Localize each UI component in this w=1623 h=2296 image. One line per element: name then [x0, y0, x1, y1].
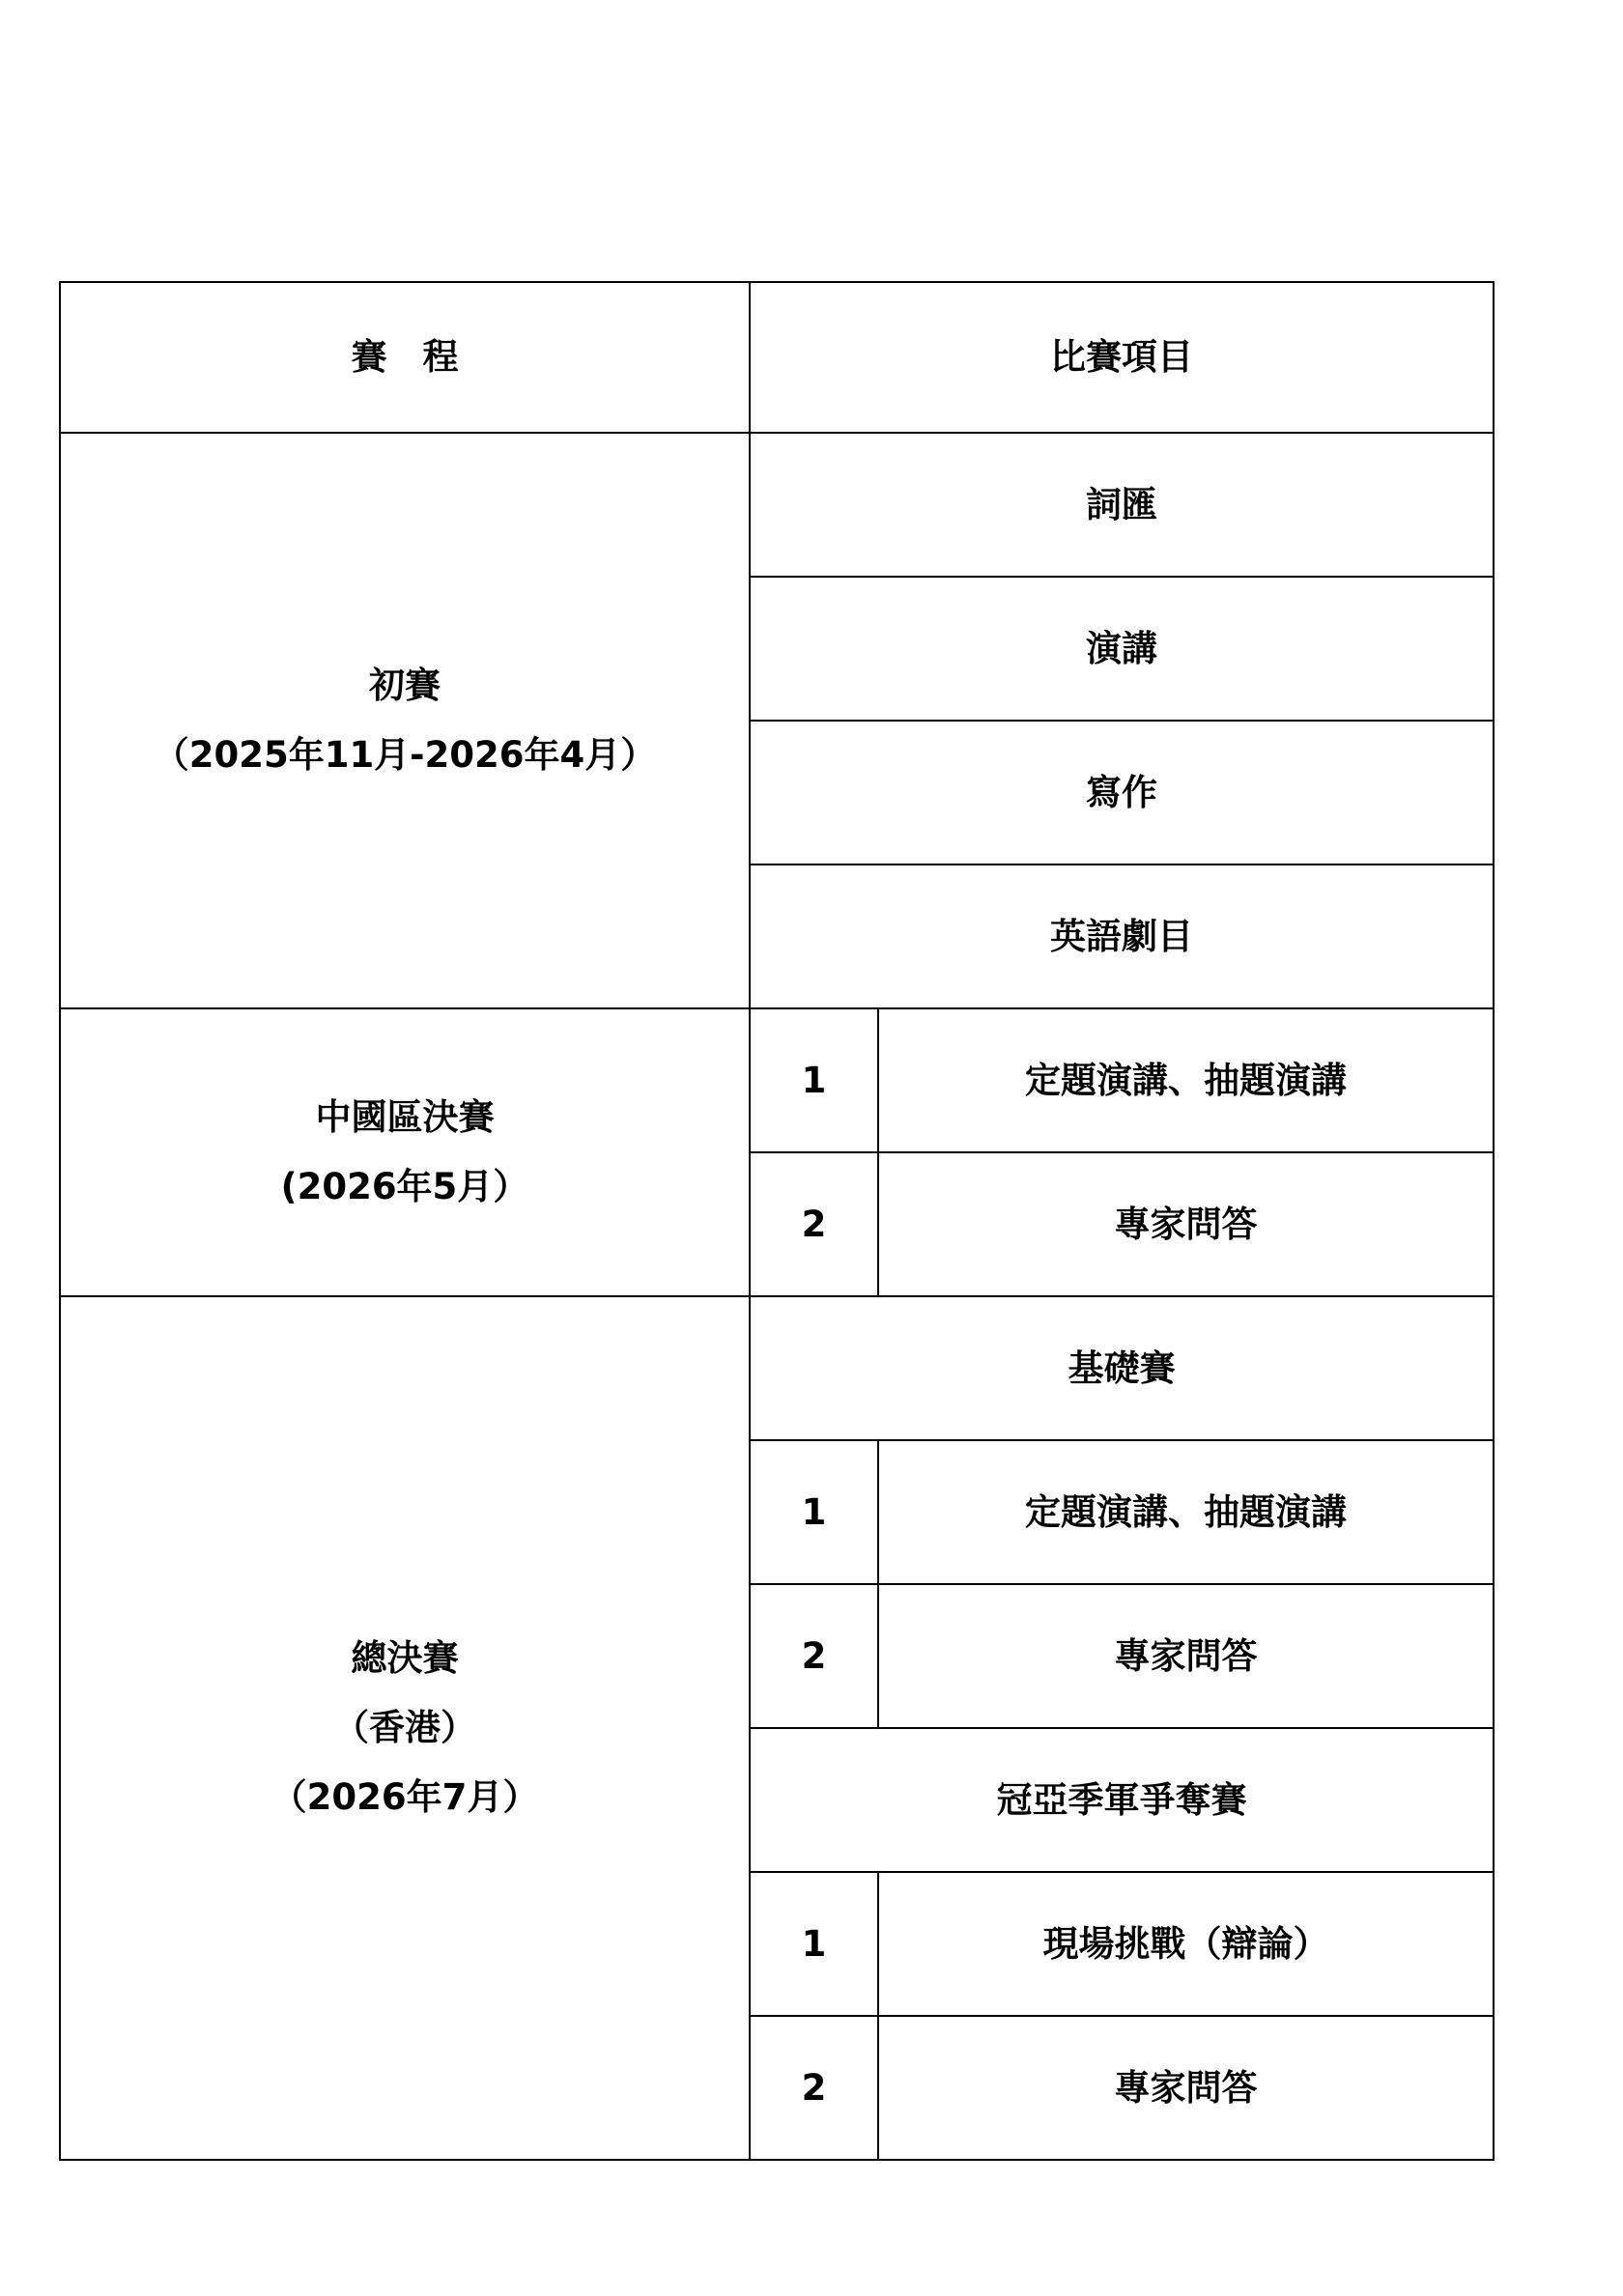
stage-title: 總決賽: [351, 1637, 459, 1679]
item-cell: 演講: [750, 577, 1494, 721]
item-cell: 定題演講、抽題演講: [878, 1440, 1494, 1584]
item-number: 2: [750, 2016, 878, 2160]
item-number: 1: [750, 1008, 878, 1152]
item-cell: 定題演講、抽題演講: [878, 1008, 1494, 1152]
item-cell: 專家問答: [878, 1152, 1494, 1296]
item-cell: 詞匯: [750, 433, 1494, 577]
stage-title: 中國區決賽: [315, 1096, 495, 1138]
stage-china-final: [60, 1008, 750, 1296]
stage-grand-final: [60, 1296, 750, 2160]
round-label: 冠亞季軍爭奪賽: [750, 1728, 1494, 1872]
item-number: 1: [750, 1440, 878, 1584]
stage-title: 初賽: [369, 665, 441, 706]
stage-preliminary: [60, 433, 750, 1008]
table-row: [60, 1296, 1494, 1440]
item-cell: 專家問答: [878, 2016, 1494, 2160]
stage-period: （2026年7月）: [270, 1776, 539, 1818]
item-number: 1: [750, 1872, 878, 2016]
item-number: 2: [750, 1152, 878, 1296]
item-cell: 寫作: [750, 721, 1494, 865]
round-label: 基礎賽: [750, 1296, 1494, 1440]
item-number: 2: [750, 1584, 878, 1728]
item-cell: 英語劇目: [750, 865, 1494, 1008]
header-items: 比賽項目: [750, 282, 1494, 433]
item-cell: 現場挑戰（辯論）: [878, 1872, 1494, 2016]
stage-location: （香港）: [333, 1707, 476, 1748]
table-row: [60, 1008, 1494, 1152]
header-stage: 賽 程: [60, 282, 750, 433]
table-header-row: [60, 282, 1494, 433]
stage-period: (2026年5月）: [280, 1166, 529, 1207]
competition-schedule-table: [59, 281, 1495, 2161]
item-cell: 專家問答: [878, 1584, 1494, 1728]
table-row: [60, 433, 1494, 577]
stage-period: （2025年11月-2026年4月）: [153, 734, 657, 776]
